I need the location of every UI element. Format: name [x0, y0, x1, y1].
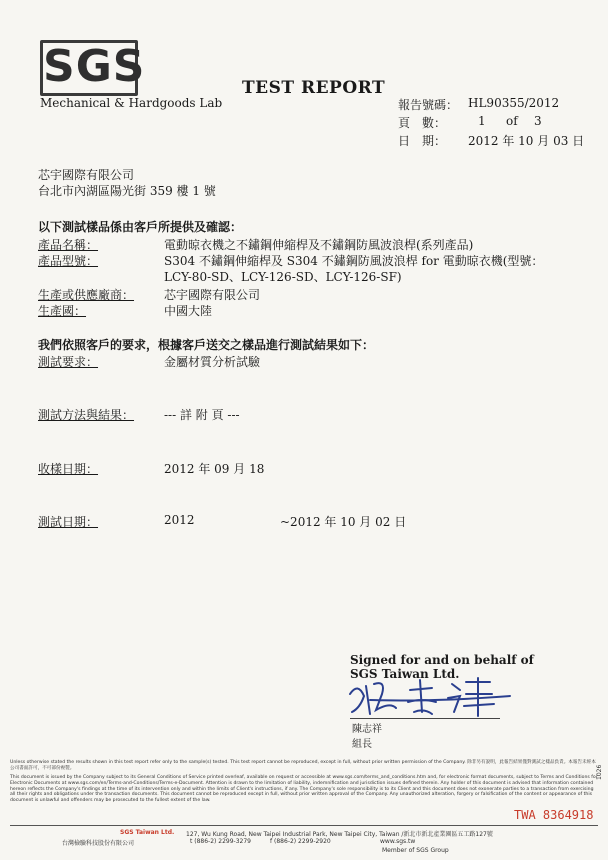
lab-name: Mechanical & Hardgoods Lab [40, 96, 223, 110]
footer-company-zh: 台灣檢驗科技股份有限公司 [62, 840, 135, 847]
handwritten-signature [340, 672, 520, 720]
side-number: 1026 [596, 764, 603, 780]
client-address: 台北市內湖區陽光街 359 樓 1 號 [38, 184, 216, 198]
disclaimer-line1: Unless otherwise stated the results shown in this test report refer only to the sample(s) tested. This test report cannot be reproduced, except in full, without prior written permission of the Company. 除非另有說明，此報告結果僅對測試之樣品負責。本報告未經本公司書面許可，不可部份複製。 [10, 760, 596, 771]
report-no-label: 報告號碼： [398, 98, 459, 112]
product-model-label: 產品型號： [38, 254, 99, 268]
page-of: of [506, 114, 518, 128]
received-date: 2012 年 09 月 18 [164, 462, 265, 476]
disclaimer-body: This document is issued by the Company subject to its General Conditions of Service printed overleaf, available on request or accessible at www.sgs.com/terms_and_conditions.htm and, for electronic format documents, subject to Terms and Conditions for Electronic Documents at www.sgs.com/en/Terms-and-Conditions/Terms-e-Document. Attention is drawn to the limitation of liability, indemnification and jurisdiction issues defined therein. Any holder of this document is advised that information contained hereon reflects the Company's findings at the time of its intervention only and within the limits of Client's instructions, if any. The Company's sole responsibility is to its Client and this document does not exonerate parties to a transaction from exercising all their rights and obligations under the transaction documents. This document cannot be reproduced except in full, without prior written approval of the Company. Any unauthorized alteration, forgery or falsification of the content or appearance of this document is unlawful and offenders may be prosecuted to the fullest extent of the law. [10, 775, 598, 804]
footer-tel: t (886-2) 2299-3279 [190, 838, 251, 845]
page-label: 頁 數： [398, 116, 447, 130]
test-date-end: ~2012 年 10 月 02 日 [280, 515, 407, 529]
sgs-logo-text: SGS [43, 41, 146, 92]
report-no: HL90355/2012 [468, 96, 560, 110]
footer-website: www.sgs.tw [380, 838, 416, 845]
report-date: 2012 年 10 月 03 日 [468, 134, 585, 148]
sgs-taiwan-ltd: SGS Taiwan Ltd. [350, 667, 460, 681]
product-model-line1: S304 不鏽鋼伸縮桿及 S304 不鏽鋼防風波浪桿 for 電動晾衣機(型號： [164, 254, 544, 268]
product-model-line2: LCY-80-SD、LCY-126-SD、LCY-126-SF) [164, 270, 402, 284]
footer-member: Member of SGS Group [382, 847, 449, 854]
method-label: 測試方法與結果： [38, 408, 135, 422]
signer-name: 陳志祥 [352, 724, 382, 735]
signature-line [350, 718, 500, 719]
page-total: 3 [534, 114, 542, 128]
date-label: 日 期： [398, 134, 447, 148]
test-request-label: 測試要求： [38, 355, 99, 369]
serial-number: TWA 8364918 [514, 808, 594, 822]
client-name: 芯宇國際有限公司 [38, 168, 135, 182]
signer-title: 組長 [352, 739, 372, 750]
report-title: TEST REPORT [242, 78, 386, 98]
sgs-logo [40, 40, 146, 96]
footer-company-en: SGS Taiwan Ltd. [120, 829, 175, 836]
origin: 中國大陸 [164, 304, 213, 318]
manufacturer: 芯宇國際有限公司 [164, 288, 261, 302]
signed-on-behalf: Signed for and on behalf of [350, 653, 534, 667]
footer-divider [10, 825, 598, 826]
request-intro: 我們依照客戶的要求，根據客戶送交之樣品進行測試結果如下： [38, 338, 375, 352]
test-request: 金屬材質分析試驗 [164, 355, 261, 369]
product-name: 電動晾衣機之不鏽鋼伸縮桿及不鏽鋼防風波浪桿(系列產品) [164, 238, 474, 252]
test-date-label: 測試日期： [38, 515, 99, 529]
product-name-label: 產品名稱： [38, 238, 99, 252]
page-current: 1 [478, 114, 486, 128]
origin-label: 生產國： [38, 304, 87, 318]
footer-address: 127, Wu Kung Road, New Taipei Industrial Park, New Taipei City, Taiwan /新北市新北產業園區五工路127號 [186, 831, 493, 838]
sample-intro: 以下測試樣品係由客戶所提供及確認： [38, 220, 243, 234]
test-date-start: 2012 [164, 513, 195, 527]
received-label: 收樣日期： [38, 462, 99, 476]
manufacturer-label: 生產或供應廠商： [38, 288, 135, 302]
footer-fax: f (886-2) 2299-2920 [270, 838, 331, 845]
method-value: --- 詳 附 頁 --- [164, 408, 240, 422]
